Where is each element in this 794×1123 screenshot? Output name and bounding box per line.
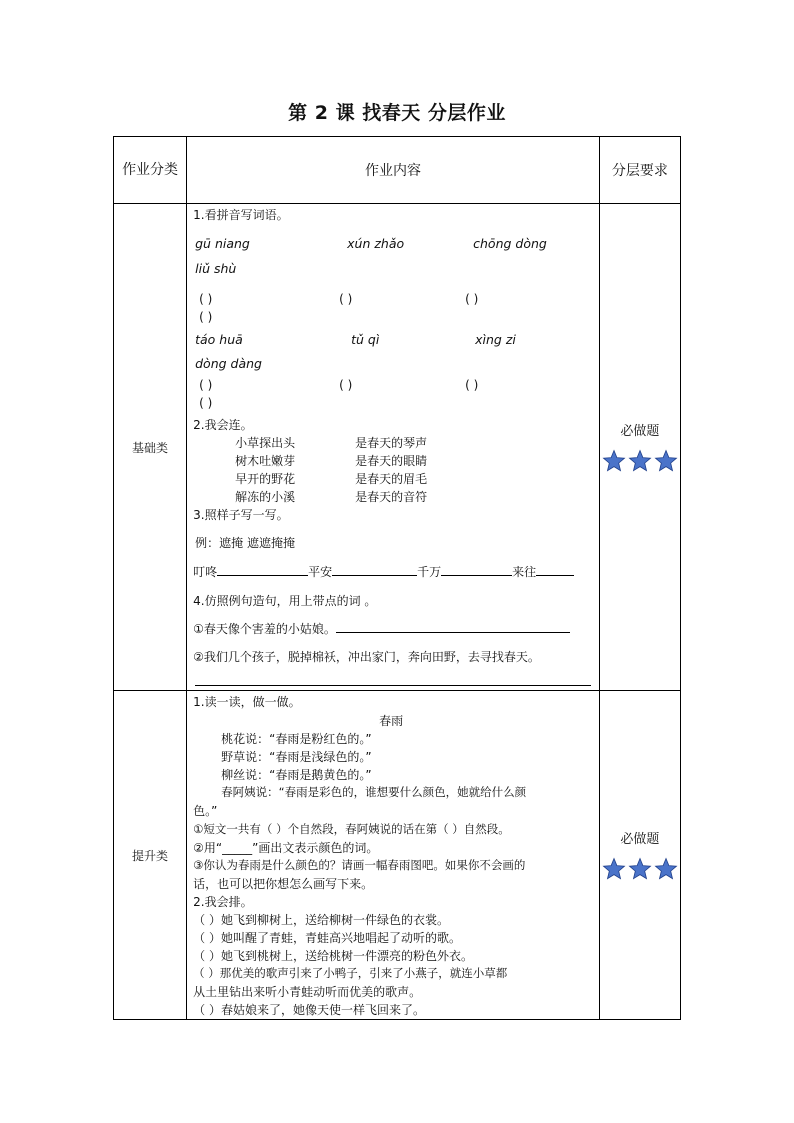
q3-word-row	[193, 563, 574, 580]
advanced-star-rating	[600, 857, 680, 883]
poem-line-2: 野草说：“春雨是浅绿色的。”	[221, 750, 372, 764]
match-left-3: 早开的野花	[235, 472, 296, 486]
star-icon	[654, 449, 678, 475]
q3-word-3: 千万	[417, 565, 442, 579]
order-line-5: 从土里钻出来听小青蛙动听而优美的歌声。	[193, 985, 422, 999]
order-line-2: （ ）她叫醒了青蛙，青蛙高兴地唱起了动听的歌。	[193, 931, 461, 945]
basic-category: 基础类	[114, 204, 187, 691]
pinyin-4: liǔ shù	[195, 261, 237, 276]
star-icon	[628, 449, 652, 475]
basic-content	[187, 204, 600, 691]
basic-star-rating	[600, 449, 680, 475]
match-right-4: 是春天的音符	[355, 490, 428, 504]
match-right-2: 是春天的眼睛	[355, 454, 428, 468]
basic-level-label: 必做题	[620, 423, 660, 439]
star-icon	[602, 449, 626, 475]
adv-question-3: ③你认为春雨是什么颜色的？请画一幅春雨图吧。如果你不会画的	[193, 858, 526, 872]
star-icon	[602, 857, 626, 883]
poem-title: 春雨	[379, 714, 404, 728]
basic-q2-title: 2.我会连。	[193, 418, 253, 432]
order-line-4: （ ）那优美的歌声引来了小鸭子，引来了小燕子，就连小草都	[193, 966, 508, 980]
star-icon	[628, 857, 652, 883]
adv-question-4: 话，也可以把你想怎么画写下来。	[193, 877, 374, 891]
order-line-1: （ ）她飞到柳树上，送给柳树一件绿色的衣裳。	[193, 913, 449, 927]
star-icon	[654, 857, 678, 883]
pinyin-3: chōng dòng	[473, 236, 547, 251]
order-line-3: （ ）她飞到桃树上，送给桃树一件漂亮的粉色外衣。	[193, 949, 473, 963]
q3-blank-3[interactable]	[441, 575, 512, 576]
advanced-level	[599, 691, 680, 1020]
q3-blank-2[interactable]	[332, 575, 417, 576]
q3-word-4: 来往	[512, 565, 537, 579]
basic-row	[114, 204, 681, 691]
basic-q4-title: 4.仿照例句造句，用上带点的词 。	[193, 594, 377, 608]
order-line-6: （ ）春姑娘来了，她像天使一样飞回来了。	[193, 1003, 425, 1017]
page-title: 第 2 课 找春天 分层作业	[288, 102, 506, 124]
paren-2: ( )	[339, 292, 353, 306]
paren-4: ( )	[199, 310, 213, 324]
q4-blank-1[interactable]	[336, 632, 570, 633]
basic-q1-title: 1.看拼音写词语。	[193, 208, 289, 222]
q3-word-2: 平安	[308, 565, 333, 579]
adv-q2-title: 2.我会排。	[193, 895, 253, 909]
header-row	[114, 137, 681, 204]
advanced-row	[114, 691, 681, 1020]
q3-blank-1[interactable]	[217, 575, 308, 576]
header-level: 分层要求	[599, 137, 680, 204]
match-left-4: 解冻的小溪	[235, 490, 296, 504]
advanced-level-label: 必做题	[620, 831, 660, 847]
poem-line-5: 色。”	[193, 804, 218, 818]
poem-line-3: 柳丝说：“春雨是鹅黄色的。”	[221, 768, 372, 782]
match-left-1: 小草探出头	[235, 436, 296, 450]
q4-sentence-2: ②我们几个孩子，脱掉棉袄，冲出家门，奔向田野，去寻找春天。	[193, 650, 540, 664]
poem-line-1: 桃花说：“春雨是粉红色的。”	[221, 732, 372, 746]
header-category: 作业分类	[114, 137, 187, 204]
basic-q3-example: 例：遮掩 遮遮掩掩	[195, 536, 295, 550]
paren-7: ( )	[465, 378, 479, 392]
q4-blank-2[interactable]	[195, 685, 591, 686]
paren-8: ( )	[199, 396, 213, 410]
adv-question-2: ②用“_____”画出文表示颜色的词。	[193, 841, 379, 855]
paren-1: ( )	[199, 292, 213, 306]
homework-table	[113, 136, 681, 1020]
q4-sentence-1-row	[193, 620, 570, 637]
pinyin-7: xìng zi	[475, 332, 516, 347]
advanced-content	[187, 691, 600, 1020]
q4-sentence-1: ①春天像个害羞的小姑娘。	[193, 622, 336, 636]
pinyin-1: gū niang	[195, 236, 250, 251]
pinyin-2: xún zhǎo	[347, 236, 405, 251]
header-content: 作业内容	[187, 137, 600, 204]
paren-6: ( )	[339, 378, 353, 392]
match-right-1: 是春天的琴声	[355, 436, 428, 450]
basic-q3-title: 3.照样子写一写。	[193, 508, 289, 522]
pinyin-6: tǔ qì	[351, 332, 380, 347]
advanced-category: 提升类	[114, 691, 187, 1020]
match-left-2: 树木吐嫩芽	[235, 454, 296, 468]
poem-line-4: 春阿姨说：“春雨是彩色的，谁想要什么颜色，她就给什么颜	[221, 785, 527, 799]
q3-blank-4[interactable]	[536, 575, 574, 576]
paren-3: ( )	[465, 292, 479, 306]
match-right-3: 是春天的眉毛	[355, 472, 428, 486]
q3-word-1: 叮咚	[193, 565, 218, 579]
basic-level	[599, 204, 680, 691]
pinyin-8: dòng dàng	[195, 356, 262, 371]
pinyin-5: táo huā	[195, 332, 243, 347]
paren-5: ( )	[199, 378, 213, 392]
adv-q1-title: 1.读一读，做一做。	[193, 695, 301, 709]
adv-question-1: ①短文一共有（ ）个自然段，春阿姨说的话在第（ ）自然段。	[193, 822, 510, 836]
